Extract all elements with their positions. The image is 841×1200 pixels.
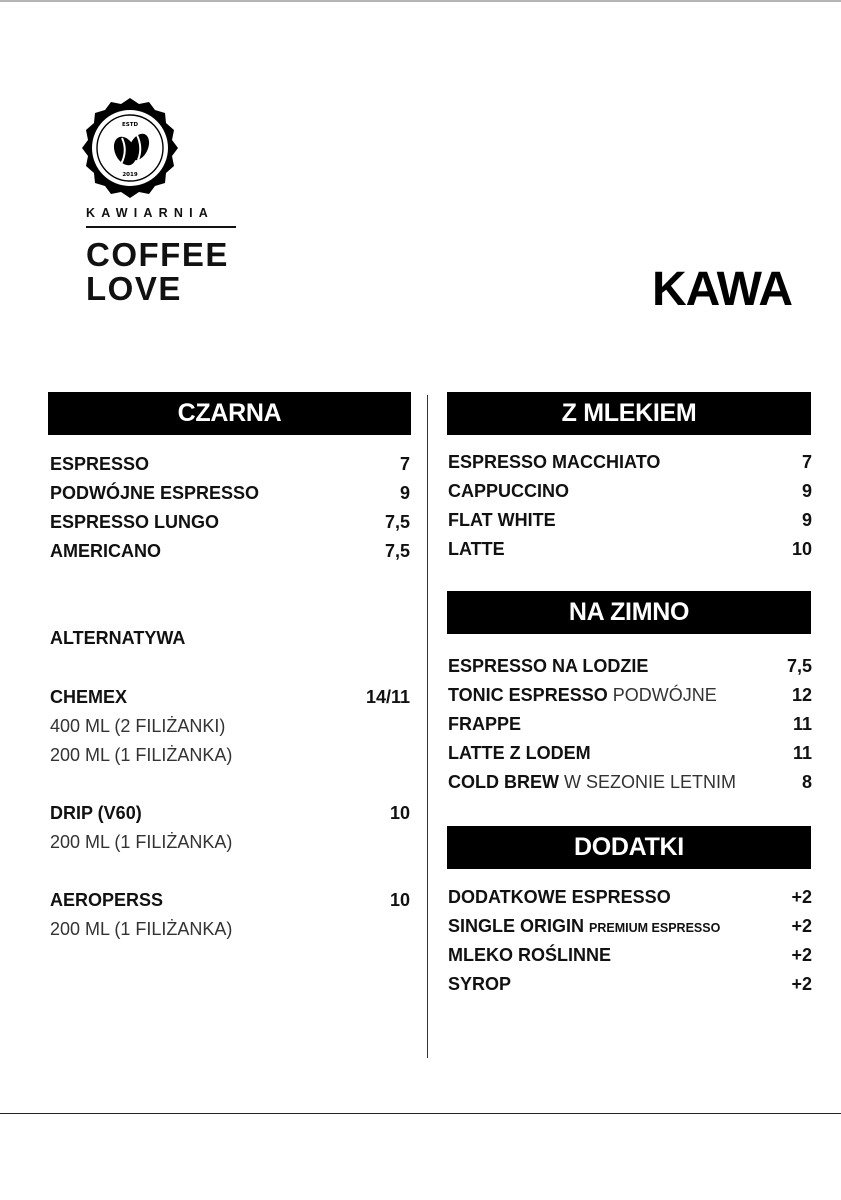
brand-line-1: COFFEE [86, 236, 229, 273]
brand-subtitle: KAWIARNIA [86, 206, 215, 220]
item-price: 11 [792, 714, 812, 734]
item-price: 7 [801, 452, 812, 472]
item-name-with-note [448, 914, 720, 940]
dodatki-header: DODATKI [447, 826, 811, 869]
item-price: 11 [792, 743, 812, 763]
bottom-border [0, 1113, 841, 1114]
item-price: 8 [801, 772, 812, 792]
item-name: CAPPUCCINO [448, 481, 570, 501]
item-note: W SEZONIE LETNIM [564, 772, 737, 792]
menu-item [448, 972, 812, 996]
item-name-with-note [448, 683, 717, 707]
item-price: 10 [791, 539, 812, 559]
item-note: PREMIUM ESPRESSO [589, 921, 721, 935]
badge-year: 2019 [122, 172, 138, 178]
item-name: SINGLE ORIGIN [448, 916, 585, 936]
item-subtext: 400 ML (2 FILIŻANKI) [50, 716, 226, 736]
item-price: 7,5 [786, 656, 812, 676]
menu-item [448, 770, 812, 794]
z-mlekiem-header: Z MLEKIEM [447, 392, 811, 435]
item-name: LATTE Z LODEM [448, 743, 591, 763]
menu-item-drip [50, 801, 410, 825]
item-price: +2 [791, 887, 812, 907]
menu-item [448, 683, 812, 707]
menu-item [50, 452, 410, 476]
item-name-with-note [448, 770, 736, 794]
menu-item [50, 539, 410, 563]
item-name: CHEMEX [50, 687, 128, 707]
czarna-header: CZARNA [48, 392, 411, 435]
item-name: LATTE [448, 539, 505, 559]
menu-item [448, 537, 812, 561]
item-subtext: 200 ML (1 FILIŻANKA) [50, 745, 233, 765]
item-price: +2 [791, 974, 812, 994]
item-price: 7 [399, 454, 410, 474]
item-price: +2 [791, 945, 812, 965]
brand-line-2: LOVE [86, 270, 182, 307]
menu-item [50, 481, 410, 505]
item-name: MLEKO ROŚLINNE [448, 945, 612, 965]
item-price: 9 [801, 481, 812, 501]
item-name: ESPRESSO NA LODZIE [448, 656, 649, 676]
menu-item [448, 914, 812, 938]
item-price: 14/11 [365, 687, 410, 707]
item-price: 10 [389, 803, 410, 823]
item-note: PODWÓJNE [612, 685, 717, 705]
badge-estd: ESTD [121, 122, 139, 128]
item-name: FRAPPE [448, 714, 522, 734]
item-name: DRIP (V60) [50, 803, 142, 823]
menu-item-chemex [50, 685, 410, 709]
item-name: ESPRESSO LUNGO [50, 512, 220, 532]
item-name: TONIC ESPRESSO [448, 685, 608, 705]
coffee-bean-badge-icon [76, 98, 184, 198]
menu-item [448, 712, 812, 736]
item-name: PODWÓJNE ESPRESSO [50, 483, 260, 503]
menu-item [448, 450, 812, 474]
menu-item [448, 479, 812, 503]
na-zimno-header: NA ZIMNO [447, 591, 811, 634]
alternatywa-label: ALTERNATYWA [50, 628, 186, 648]
menu-item [448, 654, 812, 678]
page-title: KAWA [652, 263, 792, 316]
top-border [0, 0, 841, 2]
item-name: SYROP [448, 974, 512, 994]
item-price: 7,5 [384, 512, 410, 532]
item-subtext: 200 ML (1 FILIŻANKA) [50, 832, 233, 852]
menu-item [448, 943, 812, 967]
item-subtext: 200 ML (1 FILIŻANKA) [50, 919, 233, 939]
item-name: DODATKOWE ESPRESSO [448, 887, 671, 907]
brand-rule [86, 226, 236, 228]
item-name: FLAT WHITE [448, 510, 556, 530]
item-price: 12 [791, 685, 812, 705]
item-name: AMERICANO [50, 541, 161, 561]
item-price: 7,5 [384, 541, 410, 561]
menu-item [448, 741, 812, 765]
menu-item [50, 510, 410, 534]
item-name: AEROPERSS [50, 890, 164, 910]
menu-item [448, 885, 812, 909]
brand-name [86, 238, 229, 306]
item-name: ESPRESSO MACCHIATO [448, 452, 661, 472]
item-name: ESPRESSO [50, 454, 150, 474]
column-divider [427, 395, 428, 1058]
item-price: 10 [389, 890, 410, 910]
item-price: 9 [801, 510, 812, 530]
menu-item [448, 508, 812, 532]
item-name: COLD BREW [448, 772, 559, 792]
item-price: 9 [399, 483, 410, 503]
item-price: +2 [791, 916, 812, 936]
menu-item-aeropress [50, 888, 410, 912]
